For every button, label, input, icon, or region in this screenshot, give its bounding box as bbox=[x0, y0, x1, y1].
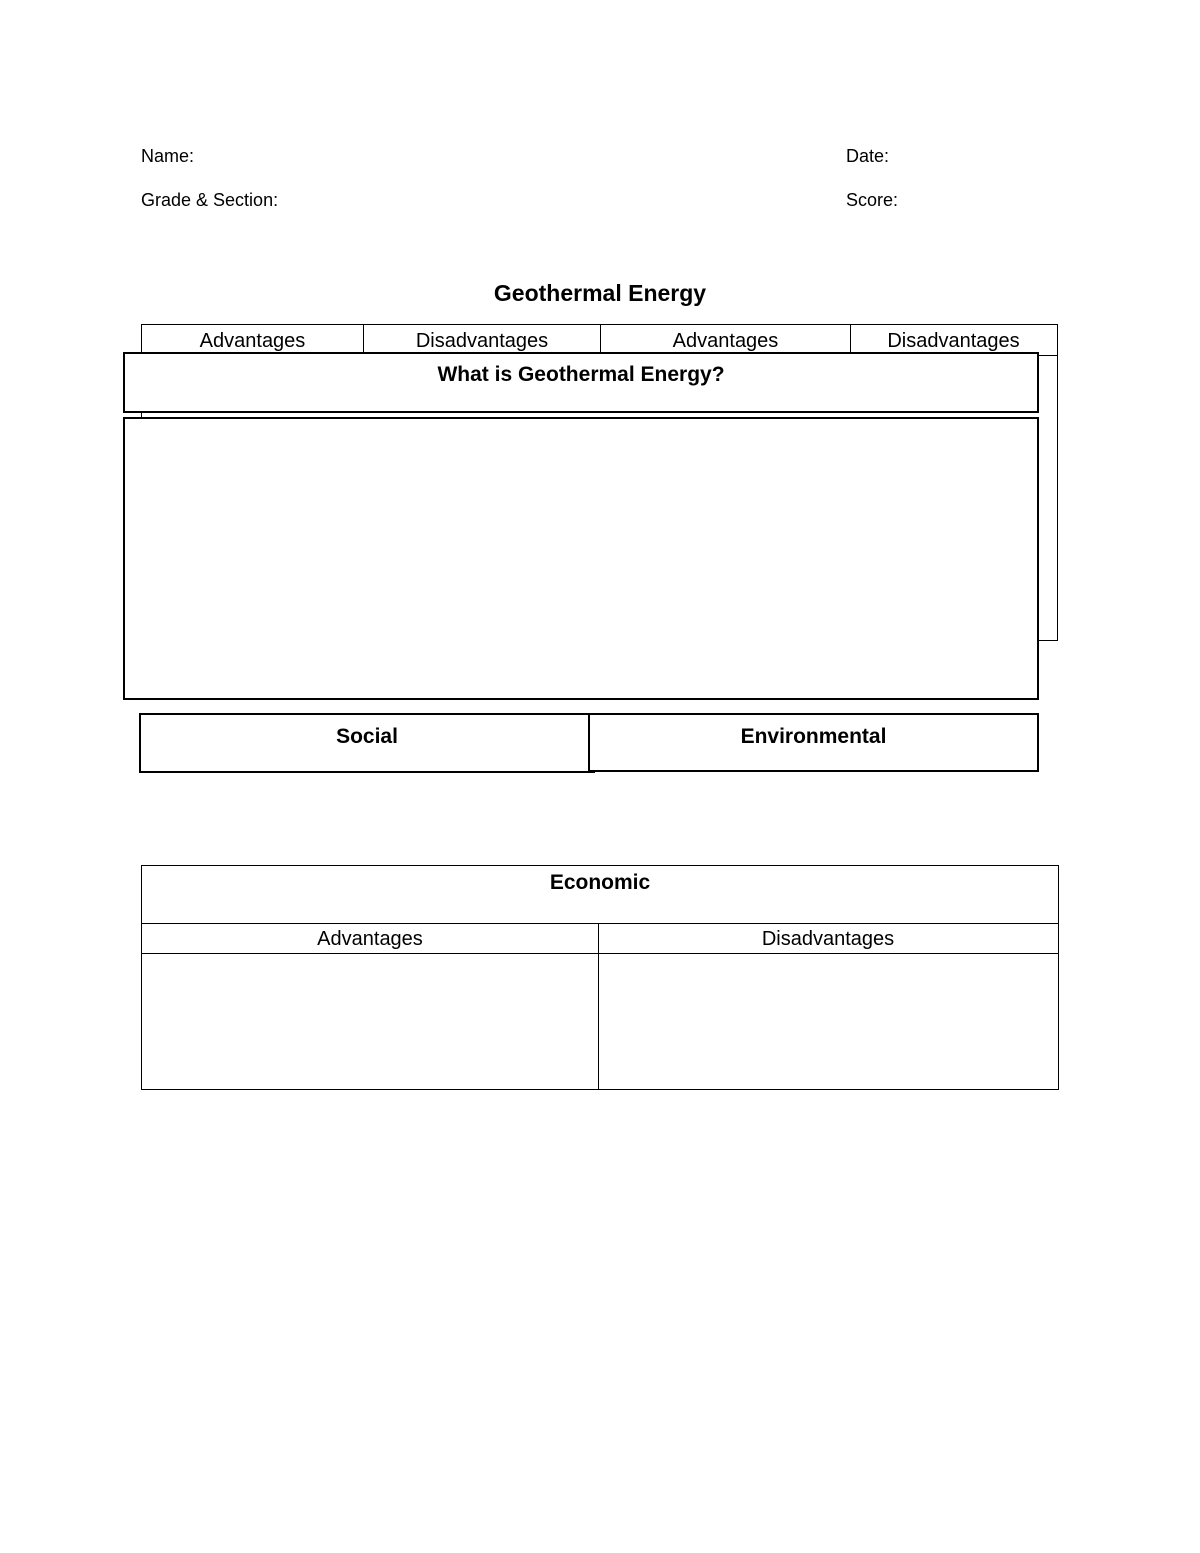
environmental-label: Environmental bbox=[740, 725, 887, 748]
economic-col-advantages: Advantages bbox=[142, 924, 598, 954]
definition-question: What is Geothermal Energy? bbox=[437, 363, 725, 386]
bg-col-advantages-1: Advantages bbox=[142, 325, 364, 356]
definition-answer-box[interactable] bbox=[123, 417, 1039, 700]
definition-question-box bbox=[123, 352, 1039, 413]
economic-heading: Economic bbox=[142, 866, 1058, 924]
bg-col-disadvantages-2: Disadvantages bbox=[887, 330, 1020, 352]
bg-col-disadvantages-1: Disadvantages bbox=[364, 325, 601, 356]
environmental-box bbox=[588, 713, 1039, 772]
score-label: Score: bbox=[846, 190, 899, 210]
date-label: Date: bbox=[846, 146, 890, 166]
social-box bbox=[139, 713, 595, 773]
worksheet-title: Geothermal Energy bbox=[493, 280, 707, 306]
grade-section-label: Grade & Section: bbox=[141, 190, 279, 210]
social-label: Social bbox=[336, 725, 398, 748]
economic-disadvantages-cell[interactable] bbox=[598, 954, 1058, 1089]
name-label: Name: bbox=[141, 146, 195, 166]
economic-col-disadvantages: Disadvantages bbox=[598, 924, 1058, 954]
economic-advantages-cell[interactable] bbox=[142, 954, 598, 1089]
economic-table bbox=[141, 865, 1059, 1090]
bg-col-advantages-2: Advantages bbox=[601, 325, 851, 356]
